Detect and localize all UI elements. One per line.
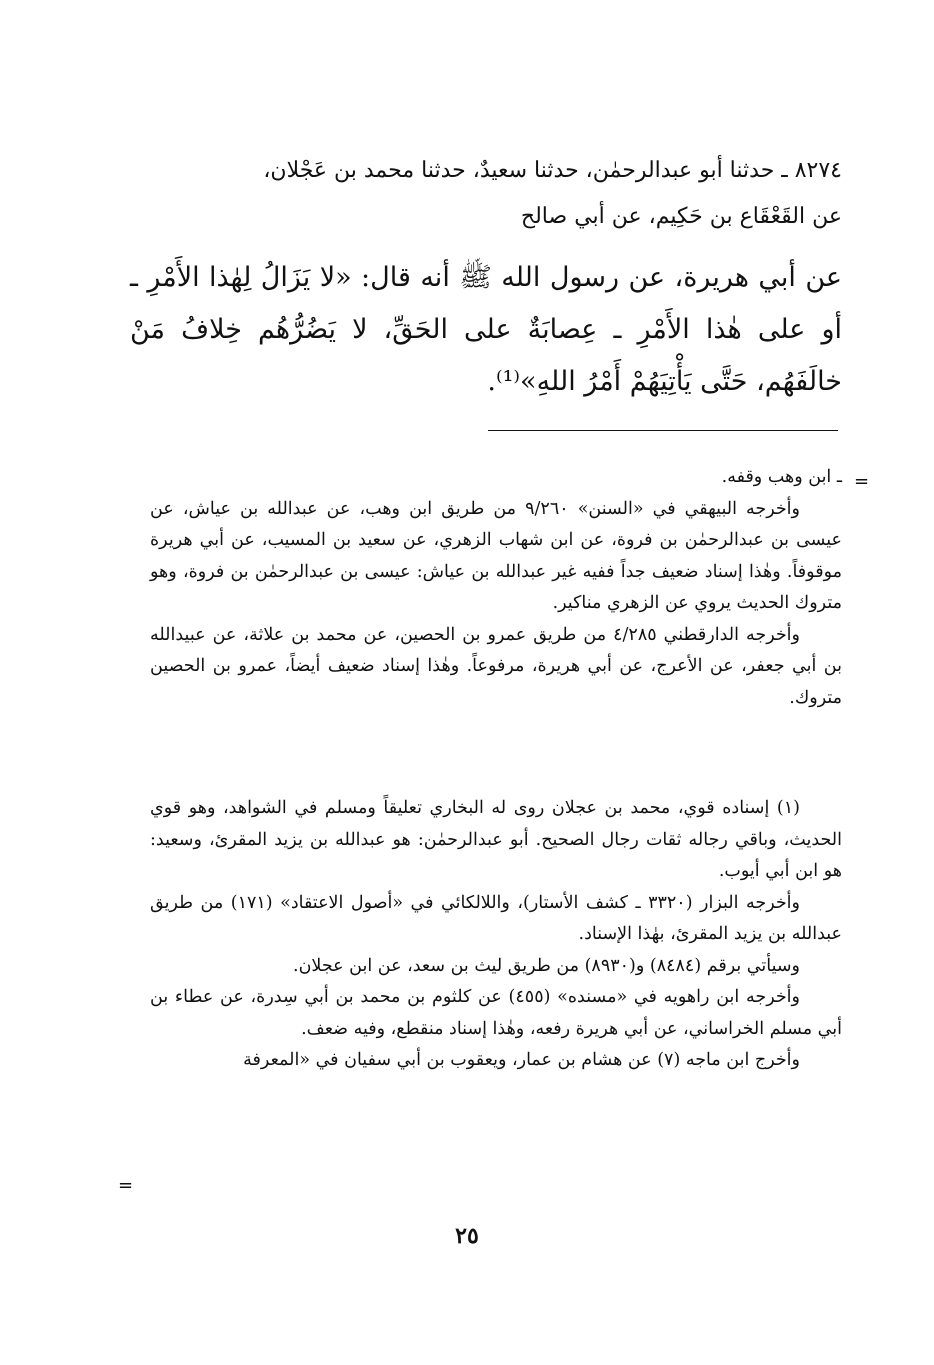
continuation-marker-bottom: = bbox=[118, 1175, 134, 1196]
hadith-chain bbox=[130, 148, 842, 240]
page-number: ٢٥ bbox=[455, 1223, 479, 1249]
footnote-separator bbox=[488, 430, 838, 431]
footnote-paragraph: وأخرجه الدارقطني ٤/٢٨٥ من طريق عمرو بن الحصين، عن محمد بن علاثة، عن عبيدالله بن أبي جعفر، عن الأعرج، عن أبي هريرة، مرفوعاً. وهٰذا إسناد ضعيف أيضاً، عمرو بن الحصين متروك. bbox=[150, 624, 842, 708]
hadith-text: عن أبي هريرة، عن رسول الله ﷺ أنه قال: «لا يَزَالُ لِهٰذا الأَمْرِ ـ أو على هٰذا الأَمْرِ ـ عِصابَةٌ على الحَقِّ، لا يَضُرُّهُم خِلافُ مَنْ خالَفَهُم، حَتَّى يَأْتِيَهُمْ أَمْرُ اللهِ»⁽¹⁾. bbox=[130, 262, 842, 397]
hadith-chain-line-2: عن القَعْقَاع بن حَكِيم، عن أبي صالح bbox=[520, 204, 842, 229]
footnote-block-continued bbox=[150, 462, 842, 714]
footnote-paragraph: وأخرجه البيهقي في «السنن» ٩/٢٦٠ من طريق ابن وهب، عن عبدالله بن عياش، عن عيسى بن عبدالرحمٰن بن فروة، عن ابن شهاب الزهري، عن سعيد بن المسيب، عن أبي هريرة موقوفاً. وهٰذا إسناد ضعيف جداً ففيه غير عبدالله بن عياش: عيسى بن عبدالرحمٰن بن فروة، وهو متروك الحديث يروي عن الزهري مناكير. bbox=[150, 498, 842, 613]
footnote-paragraph: ـ ابن وهب وقفه. bbox=[721, 467, 842, 487]
footnote-paragraph: وأخرج ابن ماجه (٧) عن هشام بن عمار، ويعقوب بن أبي سفيان في «المعرفة bbox=[243, 1050, 800, 1070]
footnote-paragraph: وسيأتي برقم (٨٤٨٤) و(٨٩٣٠) من طريق ليث بن سعد، عن ابن عجلان. bbox=[293, 955, 800, 976]
continuation-marker-top: = bbox=[854, 471, 870, 492]
footnote-paragraph: وأخرجه ابن راهويه في «مسنده» (٤٥٥) عن كلثوم بن محمد بن أبي سِدرة، عن عطاء بن أبي مسلم الخراساني، عن أبي هريرة رفعه، وهٰذا إسناد منقطع، وفيه ضعف. bbox=[150, 987, 842, 1039]
footnote-paragraph: وأخرجه البزار (٣٣٢٠ ـ كشف الأستار)، واللالكائي في «أصول الاعتقاد» (١٧١) من طريق عبدالله بن يزيد المقرئ، بهٰذا الإسناد. bbox=[150, 892, 842, 944]
hadith-chain-line-1: ٨٢٧٤ ـ حدثنا أبو عبدالرحمٰن، حدثنا سعيدٌ، حدثنا محمد بن عَجْلان، bbox=[263, 158, 842, 183]
footnote-1 bbox=[150, 793, 842, 1077]
footnote-paragraph: (١) إسناده قوي، محمد بن عجلان روى له البخاري تعليقاً ومسلم في الشواهد، وهو قوي الحديث، وباقي رجاله ثقات رجال الصحيح. أبو عبدالرحمٰن: هو عبدالله بن يزيد المقرئ، وسعيد: هو ابن أبي أيوب. bbox=[150, 798, 842, 881]
